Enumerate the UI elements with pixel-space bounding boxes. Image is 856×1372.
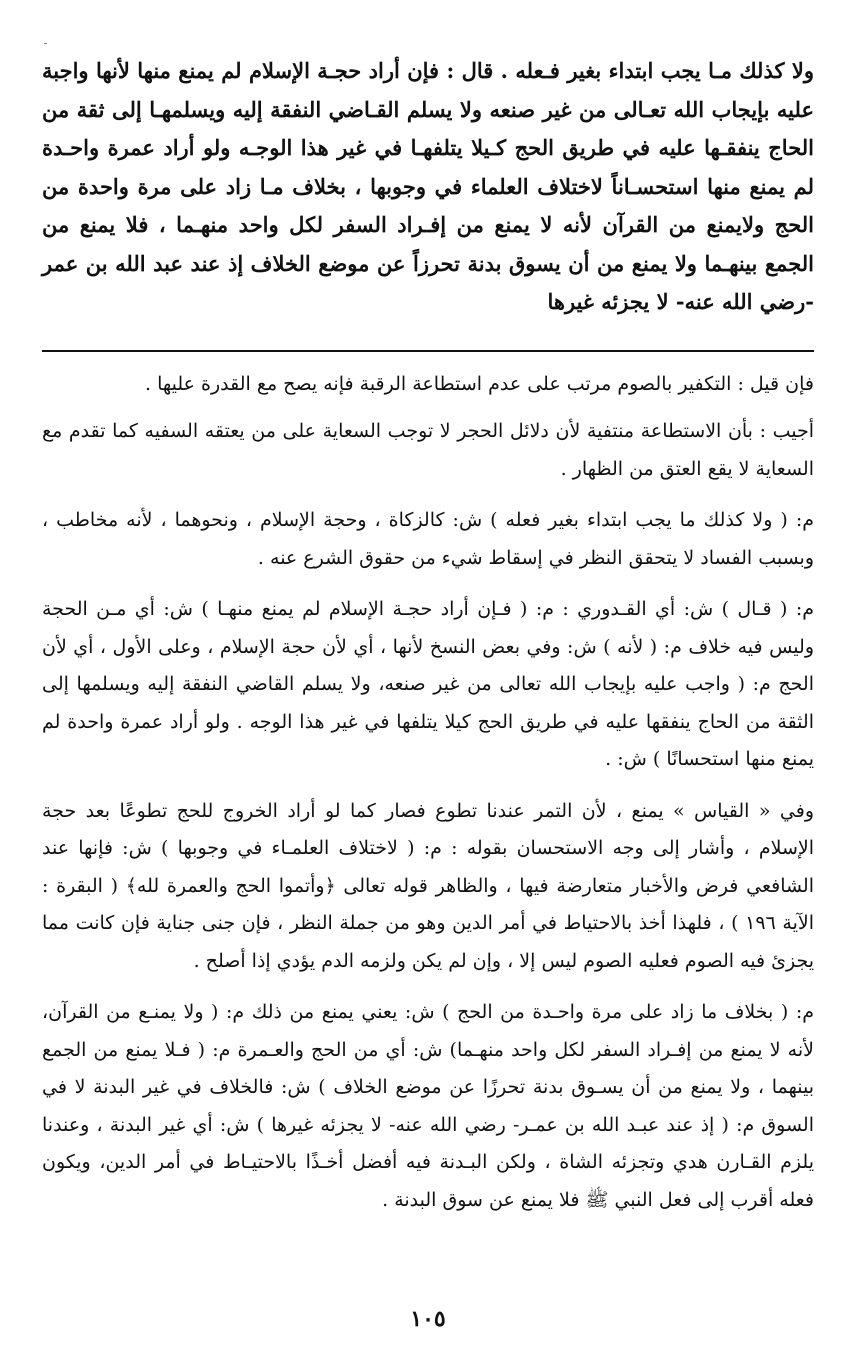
commentary-paragraph-3: م: ( ولا كذلك ما يجب ابتداء بغير فعله ) ش: كالزكاة ، وحجة الإسلام ، ونحوهما ، لأنه مخاطب ، وبسبب الفساد لا يتحقق النظر في إسقاط شيء من حقوق الشرع عنه . <box>42 509 814 569</box>
commentary-paragraph-2: أجيب : بأن الاستطاعة منتفية لأن دلائل الحجر لا توجب السعاية على من يعتقه السفيه كما تقدم مع السعاية لا يقع العتق من الظهار . <box>42 420 814 480</box>
commentary-section <box>42 366 814 1220</box>
corner-mark: ـ <box>44 36 47 47</box>
page-number: ١٠٥ <box>410 1306 446 1332</box>
main-text-block: ولا كذلك مـا يجب ابتداء بغير فـعله . قال : فإن أراد حجـة الإسلام لم يمنع منها لأنها واجبة عليه بإيجاب الله تعـالى من غير صنعه ولا يسلم القـاضي النفقة إليه ويسلمهـا إلى ثقة من الحاج ينفقـها عليه في طريق الحج كـيلا يتلفهـا في غير هذا الوجـه ولو أراد عمرة واحـدة لم يمنع منها استحسـاناً لاختلاف العلماء في وجوبها ، بخلاف مـا زاد على مرة واحدة من الحج ولايمنع من القرآن لأنه لا يمنع من إفـراد السفر لكل واحد منهـما ، فلا يمنع من الجمع بينهـما ولا يمنع من أن يسوق بدنة تحرزاً عن موضع الخلاف إذ عند عبد الله بن عمر -رضي الله عنه- لا يجزئه غيرها <box>42 58 814 314</box>
commentary-paragraph-1: فإن قيل : التكفير بالصوم مرتب على عدم استطاعة الرقبة فإنه يصح مع القدرة عليها . <box>145 372 814 395</box>
section-divider <box>42 350 814 352</box>
commentary-paragraph-6: م: ( بخلاف ما زاد على مرة واحـدة من الحج ) ش: يعني يمنع من ذلك م: ( ولا يمنـع من القرآن، لأنه لا يمنع من إفـراد السفر لكل واحد منهـما) ش: أي من الحج والعـمرة م: ( فـلا يمنع من الجمع بينهما ، ولا يمنع من أن يسـوق بدنة تحرزًا عن موضع الخلاف ) ش: فالخلاف في غير البدنة لا في السوق م: ( إذ عند عبـد الله بن عمـر- رضي الله عنه- لا يجزئه غيرها ) ش: أي غير البدنة ، وعندنا يلزم القـارن هدي وتجزئه الشاة ، ولكن البـدنة فيه أفضل أخـذًا بالاحتيـاط في أمر الدين، ويكون فعله أقرب إلى فعل النبي ﷺ فلا يمنع عن سوق البدنة . <box>42 1001 814 1211</box>
commentary-paragraph-5: وفي « القياس » يمنع ، لأن التمر عندنا تطوع فصار كما لو أراد الخروج للحج تطوعًا بعد حجة الإسلام ، وأشار إلى وجه الاستحسان بقوله : م: ( لاختلاف العلمـاء في وجوبها ) ش: فإنها عند الشافعي فرض والأخبار متعارضة فيها ، والظاهر قوله تعالى ﴿وأتموا الحج والعمرة لله﴾ ( البقرة : الآية ١٩٦ ) ، فلهذا أخذ بالاحتياط في أمر الدين وهو من جملة النظر ، فإن جنى جناية فإن كانت مما يجزئ فيه الصوم فعليه الصوم ليس إلا ، وإن لم يكن ولزمه الدم يؤدي إذا أصلح . <box>42 799 814 972</box>
commentary-paragraph-4: م: ( قـال ) ش: أي القـدوري : م: ( فـإن أراد حجـة الإسلام لم يمنع منهـا ) ش: أي مـن الحجة وليس فيه خلاف م: ( لأنه ) ش: وفي بعض النسخ لأنها ، أي لأن حجة الإسلام ، وعلى الأول ، أي لأن الحج م: ( واجب عليه بإيجاب الله تعالى من غير صنعه، ولا يسلم القاضي النفقة إليه ويسلمها إلى الثقة من الحاج ينفقها عليه في طريق الحج كيلا يتلفها في غير هذا الوجه . ولو أراد عمرة واحدة لم يمنع منها استحسانًا ) ش: . <box>42 598 814 770</box>
document-page <box>42 52 814 1233</box>
